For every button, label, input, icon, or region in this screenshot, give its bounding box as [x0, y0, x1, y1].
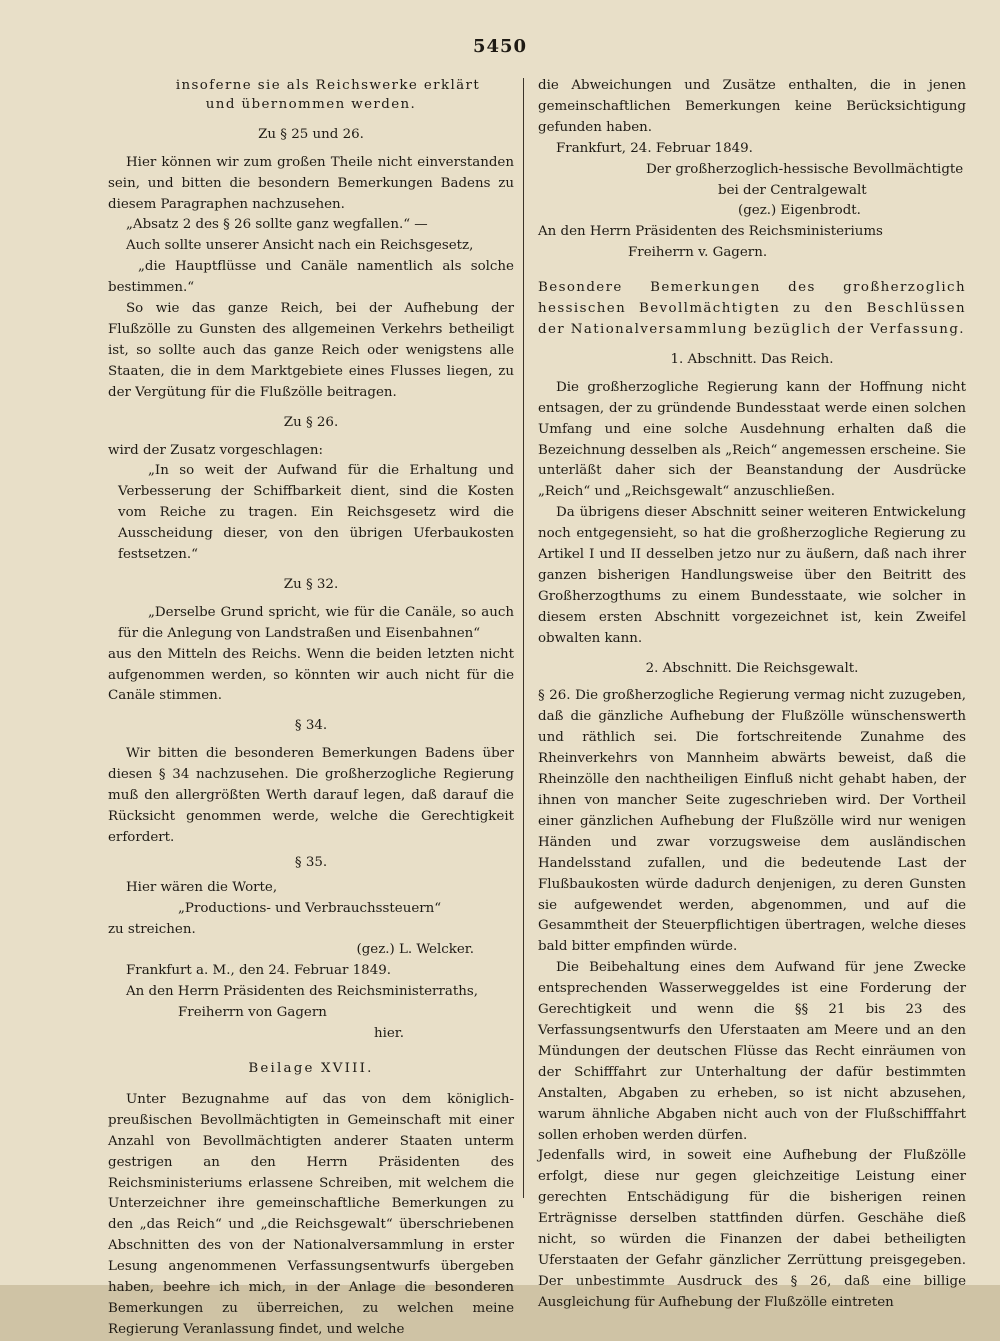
- paragraph: wird der Zusatz vorgeschlagen:: [108, 442, 324, 458]
- section-heading: 2. Abschnitt. Die Reichsgewalt.: [645, 660, 859, 676]
- page-number: 5450: [472, 36, 528, 57]
- paragraph: Die Beibehaltung eines dem Aufwand für jene Zwecke entsprechenden Wasserweggeldes ist eine Forderung der Gerechtigkeit und wenn die §§ 21 bis 23 des Verfassungsentwurfs den Uferstaaten am Meere und an den Mündungen der deutschen Flüsse das Recht einräumen von der Schifffahrt zur Unterhaltung der dafür bestimmten Anstalten, Abgaben zu erheben, so ist nicht abzusehen, warum ähnliche Abgaben nicht auch von der Flußschifffahrt sollen erhoben werden dürfen.: [538, 960, 966, 1143]
- paragraph: Jedenfalls wird, in soweit eine Aufhebung der Flußzölle erfolgt, diese nur gegen gleichzeitige Leistung einer gerechten Entschädigung für die bisherigen reinen Erträgnisse derselben stattfinden dürfen. Geschähe dieß nicht, so würden die Finanzen der dabei betheiligten Uferstaaten der Gefahr gänzlicher Zerrüttung preisgegeben. Der unbestimmte Ausdruck des § 26, daß eine billige Ausgleichung für Aufhebung der Flußzölle eintreten: [538, 1148, 966, 1310]
- address-line: hier.: [373, 1026, 404, 1042]
- section-heading: Beilage XVIII.: [248, 1060, 374, 1076]
- address-line: An den Herrn Präsidenten des Reichsministeriums: [538, 224, 883, 240]
- left-column: [108, 76, 514, 1341]
- section-heading: Zu § 25 und 26.: [258, 126, 364, 142]
- column-divider: [523, 78, 524, 1198]
- quotation: „die Hauptflüsse und Canäle namentlich als solche bestimmen.“: [108, 259, 514, 296]
- paragraph: die Abweichungen und Zusätze enthalten, die in jenen gemeinschaftlichen Bemerkungen keine Berücksichtigung gefunden haben.: [538, 78, 966, 135]
- section-heading: Zu § 26.: [283, 414, 339, 430]
- paragraph: § 26. Die großherzogliche Regierung vermag nicht zuzugeben, daß die gänzliche Aufhebung der Flußzölle wünschenswerth und räthlich sei. Die fortschreitende Zunahme des Rheinverkehrs von Mannheim abwärts beweist, daß die Rheinzölle den nachtheiligen Einfluß nicht gehabt haben, der ihnen von mancher Seite zugeschrieben wird. Der Vortheil einer gänzlichen Aufhebung der Flußzölle wird nur wenigen Händen und zwar vorzugsweise dem ausländischen Handelsstand zufallen, und die bedeutende Last der Flußbaukosten würde dadurch denjenigen, zu deren Gunsten sie aufgewendet werden, abgenommen, und auf die Gesammtheit der Steuerpflichtigen übertragen, welche dieses bald bitter empfinden würde.: [538, 688, 966, 955]
- signature-title: bei der Centralgewalt: [718, 182, 867, 198]
- signature: (gez.) Eigenbrodt.: [738, 203, 861, 219]
- quotation: „In so weit der Aufwand für die Erhaltung und Verbesserung der Schiffbarkeit dient, sind die Kosten vom Reiche zu tragen. Ein Reichsgesetz wird die Ausscheidung dieser, von den übrigen Uferbaukosten festsetzen.“: [118, 463, 514, 563]
- paragraph: Hier können wir zum großen Theile nicht einverstanden sein, und bitten die besondern Bemerkungen Badens zu diesem Paragraphen nachzusehen.: [108, 154, 514, 212]
- paragraph: aus den Mitteln des Reichs. Wenn die beiden letzten nicht aufgenommen werden, so könnten wir auch nicht für die Canäle stimmen.: [108, 646, 514, 704]
- paragraph: Hier wären die Worte,: [126, 879, 278, 895]
- text-line: und übernommen werden.: [205, 96, 417, 112]
- section-heading: § 35.: [294, 854, 328, 870]
- section-heading: § 34.: [294, 718, 328, 734]
- text-line: insoferne sie als Reichswerke erklärt: [175, 78, 481, 93]
- paragraph: Auch sollte unserer Ansicht nach ein Reichsgesetz,: [126, 238, 474, 254]
- paragraph: „Absatz 2 des § 26 sollte ganz wegfallen.“ —: [126, 217, 428, 233]
- address-line: Freiherrn von Gagern: [178, 1005, 327, 1021]
- date-line: Frankfurt a. M., den 24. Februar 1849.: [126, 963, 391, 979]
- section-heading: 1. Abschnitt. Das Reich.: [670, 351, 834, 367]
- paragraph: Unter Bezugnahme auf das von dem königlich-preußischen Bevollmächtigten in Gemeinschaft mit einer Anzahl von Bevollmächtigten anderer Staaten unterm gestrigen an den Herrn Präsidenten des Reichsministeriums erlassene Schreiben, mit welchem die Unterzeichner ihre gemeinschaftliche Bemerkungen zu den „das Reich“ und „die Reichsgewalt“ überschriebenen Abschnitten des von der Nationalversammlung in erster Lesung angenommenen Verfassungsentwurfs übergeben haben, beehre ich mich, in der Anlage die besonderen Bemerkungen zu überreichen, zu welchen meine Regierung Veranlassung findet, und welche: [108, 1091, 514, 1337]
- section-title: Besondere Bemerkungen des großherzoglich hessischen Bevollmächtigten zu den Beschlüssen der Nationalversammlung bezüglich der Verfassung.: [538, 280, 966, 337]
- quotation: „Productions- und Verbrauchssteuern“: [178, 900, 442, 916]
- section-heading: Zu § 32.: [283, 576, 339, 592]
- date-line: Frankfurt, 24. Februar 1849.: [556, 140, 753, 156]
- quotation: „Derselbe Grund spricht, wie für die Canäle, so auch für die Anlegung von Landstraßen und Eisenbahnen“: [118, 604, 514, 641]
- right-column: [538, 76, 966, 1314]
- address-line: An den Herrn Präsidenten des Reichsministerraths,: [126, 984, 478, 1000]
- paragraph: zu streichen.: [108, 921, 196, 937]
- signature-title: Der großherzoglich-hessische Bevollmächtigte: [646, 161, 964, 177]
- spacer: [538, 264, 966, 272]
- address-line: Freiherrn v. Gagern.: [628, 245, 768, 261]
- paragraph: Die großherzogliche Regierung kann der Hoffnung nicht entsagen, der zu gründende Bundesstaat werde einen solchen Umfang und eine solche Ausdehnung erhalten daß die Bezeichnung desselben als „Reich“ angemessen erscheine. Sie unterläßt daher sich der Beanstandung der Ausdrücke „Reich“ und „Reichsgewalt“ anzuschließen.: [538, 379, 966, 500]
- signature: (gez.) L. Welcker.: [356, 942, 474, 958]
- paragraph: So wie das ganze Reich, bei der Aufhebung der Flußzölle zu Gunsten des allgemeinen Verkehrs betheiligt ist, so sollte auch das ganze Reich oder wenigstens alle Staaten, die in dem Marktgebiete eines Flusses liegen, zu der Vergütung für die Flußzölle beitragen.: [108, 301, 514, 400]
- paragraph: Da übrigens dieser Abschnitt seiner weiteren Entwickelung noch entgegensieht, so hat die großherzogliche Regierung zu Artikel I und II desselben jetzo nur zu äußern, daß nach ihrer ganzen bisherigen Handlungsweise über den Beitritt des Großherzogthums zu einem Bundesstaate, wie solcher in diesem ersten Abschnitt vorgezeichnet ist, kein Zweifel obwalten kann.: [538, 505, 966, 646]
- paragraph: Wir bitten die besonderen Bemerkungen Badens über diesen § 34 nachzusehen. Die großherzogliche Regierung muß den allergrößten Werth darauf legen, daß darauf die Rücksicht genommen werde, welche die Gerechtigkeit erfordert.: [108, 746, 514, 845]
